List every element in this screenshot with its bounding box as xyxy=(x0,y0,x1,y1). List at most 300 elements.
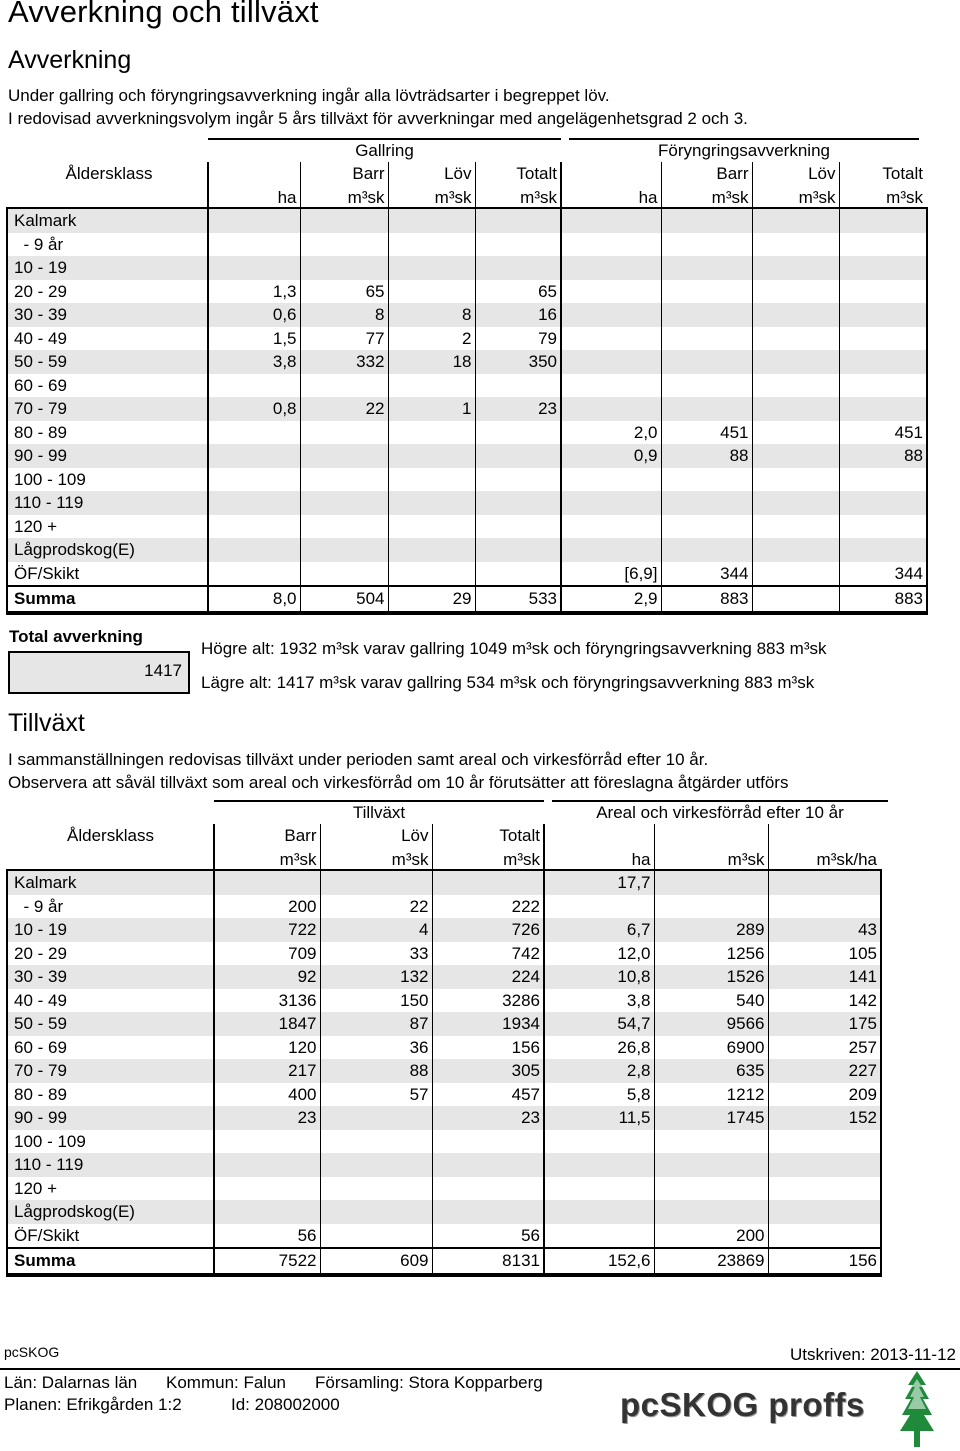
sub-header-tillvaxt: Löv xyxy=(320,824,432,848)
cell-foryngring xyxy=(561,209,661,233)
cell-foryngring xyxy=(839,397,926,421)
cell-gallring xyxy=(388,468,475,492)
cell-tillvaxt: 56 xyxy=(214,1224,320,1249)
row-label: 120 + xyxy=(14,1178,58,1198)
cell-foryngring xyxy=(752,280,839,304)
cell-gallring xyxy=(208,209,300,233)
cell-areal xyxy=(654,1177,768,1201)
cell-tillvaxt: 87 xyxy=(320,1012,432,1036)
table-row xyxy=(8,1083,880,1107)
total-avverkning-label: Total avverkning xyxy=(9,627,143,646)
cell-gallring xyxy=(388,209,475,233)
cell-areal: 6,7 xyxy=(544,918,654,942)
header-row-sub xyxy=(8,824,880,848)
row-label: 80 - 89 xyxy=(14,1084,67,1104)
row-label: 120 + xyxy=(14,516,58,536)
row-label: Lågprodskog(E) xyxy=(8,1200,214,1224)
cell-tillvaxt: 132 xyxy=(320,965,432,989)
row-label: - 9 år xyxy=(14,896,64,916)
table-row xyxy=(8,1012,880,1036)
footer-id: Id: 208002000 xyxy=(231,1395,340,1414)
cell-tillvaxt xyxy=(320,1177,432,1201)
cell-gallring xyxy=(300,444,388,468)
cell-gallring xyxy=(208,444,300,468)
unit-header-tillvaxt: m³sk xyxy=(214,848,320,872)
cell-gallring xyxy=(475,374,561,398)
cell-gallring xyxy=(475,538,561,562)
row-label: Lågprodskog(E) xyxy=(8,538,208,562)
cell-gallring xyxy=(475,562,561,587)
empty-cell xyxy=(654,824,768,848)
row-label: 50 - 59 xyxy=(8,350,208,374)
cell-foryngring xyxy=(561,327,661,351)
cell-foryngring xyxy=(561,303,661,327)
table-row xyxy=(8,918,880,942)
row-label: - 9 år xyxy=(14,234,64,254)
age-class-header: Åldersklass xyxy=(8,162,208,186)
sum-cell-foryngring: 883 xyxy=(661,586,752,612)
cell-foryngring xyxy=(839,468,926,492)
sum-cell-gallring: 533 xyxy=(475,586,561,612)
table-row xyxy=(8,468,926,492)
cell-gallring xyxy=(208,515,300,539)
cell-tillvaxt: 742 xyxy=(432,942,544,966)
cell-foryngring xyxy=(752,327,839,351)
cell-tillvaxt xyxy=(320,1200,432,1224)
cell-foryngring xyxy=(752,515,839,539)
cell-gallring: 79 xyxy=(475,327,561,351)
cell-gallring: 1,5 xyxy=(208,327,300,351)
cell-areal: 54,7 xyxy=(544,1012,654,1036)
row-label: 100 - 109 xyxy=(14,469,86,489)
cell-tillvaxt: 150 xyxy=(320,989,432,1013)
cell-gallring: 350 xyxy=(475,350,561,374)
cell-areal xyxy=(768,1224,880,1249)
table-row xyxy=(8,1224,880,1249)
footer-forsamling: Församling: Stora Kopparberg xyxy=(315,1373,543,1392)
cell-tillvaxt xyxy=(214,1200,320,1224)
cell-tillvaxt: 200 xyxy=(214,895,320,919)
cell-gallring xyxy=(475,468,561,492)
unit-header-gallring: m³sk xyxy=(388,186,475,210)
cell-tillvaxt: 57 xyxy=(320,1083,432,1107)
cell-gallring: 18 xyxy=(388,350,475,374)
table-row xyxy=(8,562,926,587)
cell-tillvaxt: 1934 xyxy=(432,1012,544,1036)
row-label: 40 - 49 xyxy=(14,328,67,348)
cell-areal: 152 xyxy=(768,1106,880,1130)
cell-areal: 289 xyxy=(654,918,768,942)
table-row xyxy=(8,303,926,327)
empty-cell xyxy=(8,186,208,210)
table-row xyxy=(8,374,926,398)
sum-cell-gallring: 504 xyxy=(300,586,388,612)
cell-foryngring xyxy=(561,350,661,374)
unit-header-areal: ha xyxy=(544,848,654,872)
cell-areal: 5,8 xyxy=(544,1083,654,1107)
cell-tillvaxt: 23 xyxy=(432,1106,544,1130)
table-row xyxy=(8,350,926,374)
cell-tillvaxt xyxy=(432,871,544,895)
row-label: 10 - 19 xyxy=(8,256,208,280)
row-label: 50 - 59 xyxy=(8,1012,214,1036)
cell-areal xyxy=(654,1130,768,1154)
cell-tillvaxt: 3286 xyxy=(432,989,544,1013)
unit-header-areal: m³sk/ha xyxy=(768,848,880,872)
cell-tillvaxt: 222 xyxy=(432,895,544,919)
cell-areal: 142 xyxy=(768,989,880,1013)
cell-tillvaxt: 305 xyxy=(432,1059,544,1083)
cell-foryngring xyxy=(839,280,926,304)
cell-areal xyxy=(654,1200,768,1224)
cell-foryngring xyxy=(661,209,752,233)
table-row xyxy=(8,1036,880,1060)
cell-tillvaxt: 88 xyxy=(320,1059,432,1083)
cell-tillvaxt xyxy=(320,1106,432,1130)
sub-header-foryngring: Totalt xyxy=(839,162,926,186)
cell-gallring: 332 xyxy=(300,350,388,374)
cell-areal: 227 xyxy=(768,1059,880,1083)
cell-foryngring xyxy=(561,397,661,421)
cell-areal: 141 xyxy=(768,965,880,989)
cell-gallring xyxy=(300,491,388,515)
cell-tillvaxt: 3136 xyxy=(214,989,320,1013)
cell-areal xyxy=(654,871,768,895)
cell-areal xyxy=(544,1130,654,1154)
cell-tillvaxt: 120 xyxy=(214,1036,320,1060)
cell-areal xyxy=(654,895,768,919)
cell-gallring xyxy=(300,538,388,562)
cell-foryngring: 344 xyxy=(661,562,752,587)
cell-tillvaxt xyxy=(320,1130,432,1154)
cell-gallring xyxy=(208,256,300,280)
cell-tillvaxt: 217 xyxy=(214,1059,320,1083)
pcskog-proffs-logo: pcSKOG proffs xyxy=(620,1386,865,1423)
cell-tillvaxt xyxy=(432,1200,544,1224)
cell-foryngring xyxy=(561,374,661,398)
cell-gallring: 0,6 xyxy=(208,303,300,327)
cell-gallring: 16 xyxy=(475,303,561,327)
cell-gallring xyxy=(475,515,561,539)
cell-tillvaxt xyxy=(432,1177,544,1201)
cell-foryngring xyxy=(752,256,839,280)
age-class-header: Åldersklass xyxy=(8,824,214,848)
cell-foryngring: [6,9] xyxy=(561,562,661,587)
cell-foryngring: 88 xyxy=(839,444,926,468)
cell-foryngring xyxy=(752,491,839,515)
tillvaxt-note-1: I sammanställningen redovisas tillväxt under perioden samt areal och virkesförråd efter 10 år. xyxy=(8,750,709,769)
row-label: 90 - 99 xyxy=(8,444,208,468)
cell-areal: 6900 xyxy=(654,1036,768,1060)
cell-areal: 43 xyxy=(768,918,880,942)
row-label: Kalmark xyxy=(8,209,208,233)
sum-cell-foryngring: 2,9 xyxy=(561,586,661,612)
row-label: 90 - 99 xyxy=(8,1106,214,1130)
cell-foryngring: 88 xyxy=(661,444,752,468)
cell-tillvaxt xyxy=(320,871,432,895)
table-row xyxy=(8,871,880,895)
cell-tillvaxt xyxy=(214,1153,320,1177)
unit-header-tillvaxt: m³sk xyxy=(320,848,432,872)
group-line-tillvaxt xyxy=(214,800,544,802)
cell-areal: 635 xyxy=(654,1059,768,1083)
cell-tillvaxt xyxy=(214,871,320,895)
row-label: 110 - 119 xyxy=(8,491,208,515)
sum-label: Summa xyxy=(8,586,208,612)
cell-gallring xyxy=(208,468,300,492)
unit-header-tillvaxt: m³sk xyxy=(432,848,544,872)
row-label: 70 - 79 xyxy=(8,397,208,421)
cell-tillvaxt: 56 xyxy=(432,1224,544,1249)
sum-cell-areal: 156 xyxy=(768,1248,880,1274)
cell-tillvaxt: 709 xyxy=(214,942,320,966)
table-row xyxy=(8,1177,880,1201)
section-heading-avverkning: Avverkning xyxy=(8,46,132,74)
table-row xyxy=(8,538,926,562)
empty-cell xyxy=(544,824,654,848)
cell-gallring xyxy=(475,491,561,515)
total-avverkning-value: 1417 xyxy=(144,661,182,680)
sub-header-tillvaxt: Barr xyxy=(214,824,320,848)
unit-header-areal: m³sk xyxy=(654,848,768,872)
row-label: Kalmark xyxy=(8,871,214,895)
sub-header-foryngring: Löv xyxy=(752,162,839,186)
cell-gallring xyxy=(208,233,300,257)
footer-kommun: Kommun: Falun xyxy=(166,1373,286,1392)
alt-low-text: Lägre alt: 1417 m³sk varav gallring 534 m³sk och föryngringsavverkning 883 m³sk xyxy=(201,673,815,692)
cell-gallring xyxy=(300,421,388,445)
empty-cell xyxy=(8,848,214,872)
unit-header-foryngring: m³sk xyxy=(752,186,839,210)
cell-tillvaxt: 722 xyxy=(214,918,320,942)
unit-header-gallring: m³sk xyxy=(475,186,561,210)
table-row xyxy=(8,1059,880,1083)
tree-logo-icon xyxy=(898,1369,936,1449)
cell-gallring xyxy=(475,233,561,257)
cell-foryngring xyxy=(839,350,926,374)
footer-divider xyxy=(0,1368,960,1370)
cell-tillvaxt: 22 xyxy=(320,895,432,919)
cell-gallring xyxy=(300,374,388,398)
cell-areal: 105 xyxy=(768,942,880,966)
table-row xyxy=(8,965,880,989)
row-label: 110 - 119 xyxy=(8,1153,214,1177)
row-label: 10 - 19 xyxy=(8,918,214,942)
header-row-sub xyxy=(8,162,926,186)
table-row xyxy=(8,942,880,966)
cell-foryngring xyxy=(752,233,839,257)
sum-cell-foryngring: 883 xyxy=(839,586,926,612)
table-row xyxy=(8,989,880,1013)
sum-cell-foryngring xyxy=(752,586,839,612)
row-label: 40 - 49 xyxy=(14,990,67,1010)
cell-foryngring: 451 xyxy=(661,421,752,445)
table-row xyxy=(8,1106,880,1130)
cell-areal xyxy=(768,1153,880,1177)
row-label: 60 - 69 xyxy=(14,1037,67,1057)
cell-gallring: 2 xyxy=(388,327,475,351)
note-line-1: Under gallring och föryngringsavverkning ingår alla lövträdsarter i begreppet löv. xyxy=(8,86,610,105)
cell-foryngring xyxy=(661,327,752,351)
table-row xyxy=(8,491,926,515)
cell-foryngring xyxy=(661,256,752,280)
row-label: 20 - 29 xyxy=(14,943,67,963)
cell-foryngring xyxy=(839,256,926,280)
cell-areal: 1526 xyxy=(654,965,768,989)
row-label: 60 - 69 xyxy=(14,375,67,395)
cell-gallring xyxy=(208,421,300,445)
cell-areal xyxy=(544,895,654,919)
table-row xyxy=(8,280,926,304)
cell-foryngring xyxy=(839,233,926,257)
cell-tillvaxt xyxy=(320,1224,432,1249)
cell-tillvaxt xyxy=(432,1130,544,1154)
cell-foryngring xyxy=(661,538,752,562)
cell-areal: 257 xyxy=(768,1036,880,1060)
cell-areal: 9566 xyxy=(654,1012,768,1036)
cell-gallring: 8 xyxy=(300,303,388,327)
group-header-gallring: Gallring xyxy=(355,141,414,160)
cell-foryngring xyxy=(839,538,926,562)
cell-foryngring xyxy=(839,515,926,539)
group-header-foryngring: Föryngringsavverkning xyxy=(658,141,830,160)
cell-gallring: 1 xyxy=(388,397,475,421)
footer-app-name: pcSKOG xyxy=(4,1344,60,1360)
cell-gallring xyxy=(388,491,475,515)
sub-header-foryngring: Barr xyxy=(661,162,752,186)
cell-gallring xyxy=(388,280,475,304)
row-label: 80 - 89 xyxy=(14,422,67,442)
table-row xyxy=(8,256,926,280)
group-line-areal xyxy=(552,800,888,802)
cell-foryngring xyxy=(752,444,839,468)
cell-areal: 11,5 xyxy=(544,1106,654,1130)
sum-cell-tillvaxt: 7522 xyxy=(214,1248,320,1274)
table-row xyxy=(8,233,926,257)
footer-printed-date: Utskriven: 2013-11-12 xyxy=(790,1345,956,1364)
table-row xyxy=(8,421,926,445)
cell-foryngring xyxy=(561,515,661,539)
cell-areal: 175 xyxy=(768,1012,880,1036)
table-row xyxy=(8,209,926,233)
cell-areal: 10,8 xyxy=(544,965,654,989)
cell-foryngring: 344 xyxy=(839,562,926,587)
sum-cell-areal: 23869 xyxy=(654,1248,768,1274)
cell-gallring: 77 xyxy=(300,327,388,351)
empty-cell xyxy=(768,824,880,848)
tillvaxt-grid xyxy=(8,824,880,1275)
unit-header-gallring: m³sk xyxy=(300,186,388,210)
cell-gallring xyxy=(388,421,475,445)
sub-header-gallring: Totalt xyxy=(475,162,561,186)
table-row xyxy=(8,397,926,421)
cell-tillvaxt: 4 xyxy=(320,918,432,942)
cell-foryngring xyxy=(661,350,752,374)
cell-gallring xyxy=(475,209,561,233)
cell-foryngring xyxy=(752,421,839,445)
row-label: 70 - 79 xyxy=(8,1059,214,1083)
cell-tillvaxt xyxy=(432,1153,544,1177)
sum-label: Summa xyxy=(8,1248,214,1274)
alt-high-text: Högre alt: 1932 m³sk varav gallring 1049 m³sk och föryngringsavverkning 883 m³sk xyxy=(201,639,827,658)
cell-gallring xyxy=(208,538,300,562)
table-row xyxy=(8,895,880,919)
group-line-gallring xyxy=(208,138,561,140)
cell-tillvaxt: 156 xyxy=(432,1036,544,1060)
unit-header-foryngring: m³sk xyxy=(661,186,752,210)
cell-gallring xyxy=(475,256,561,280)
cell-areal xyxy=(768,1177,880,1201)
cell-foryngring xyxy=(752,538,839,562)
cell-foryngring xyxy=(561,468,661,492)
cell-areal: 1745 xyxy=(654,1106,768,1130)
table-row xyxy=(8,327,926,351)
cell-tillvaxt: 23 xyxy=(214,1106,320,1130)
cell-areal xyxy=(544,1177,654,1201)
cell-gallring xyxy=(388,562,475,587)
cell-foryngring xyxy=(839,303,926,327)
cell-areal: 3,8 xyxy=(544,989,654,1013)
cell-areal xyxy=(654,1153,768,1177)
sub-header-gallring xyxy=(208,162,300,186)
cell-gallring xyxy=(475,421,561,445)
unit-header-foryngring: ha xyxy=(561,186,661,210)
cell-foryngring xyxy=(661,491,752,515)
cell-foryngring xyxy=(561,538,661,562)
row-label: 20 - 29 xyxy=(14,281,67,301)
group-header-areal: Areal och virkesförråd efter 10 år xyxy=(596,803,844,822)
cell-gallring xyxy=(475,444,561,468)
note-line-2: I redovisad avverkningsvolym ingår 5 års tillväxt för avverkningar med angelägenhetsgrad 2 och 3. xyxy=(8,109,748,128)
cell-foryngring xyxy=(839,491,926,515)
cell-areal: 209 xyxy=(768,1083,880,1107)
cell-gallring xyxy=(300,515,388,539)
cell-tillvaxt: 1847 xyxy=(214,1012,320,1036)
tillvaxt-note-2: Observera att såväl tillväxt som areal och virkesförråd om 10 år förutsätter att föreslagna åtgärder utförs xyxy=(8,773,789,792)
sum-cell-gallring: 8,0 xyxy=(208,586,300,612)
cell-foryngring xyxy=(752,397,839,421)
cell-tillvaxt: 726 xyxy=(432,918,544,942)
cell-foryngring xyxy=(561,256,661,280)
cell-gallring xyxy=(388,374,475,398)
cell-areal xyxy=(768,895,880,919)
cell-tillvaxt: 224 xyxy=(432,965,544,989)
cell-gallring: 3,8 xyxy=(208,350,300,374)
cell-gallring xyxy=(388,444,475,468)
cell-foryngring xyxy=(839,209,926,233)
cell-tillvaxt: 36 xyxy=(320,1036,432,1060)
sub-header-gallring: Löv xyxy=(388,162,475,186)
cell-gallring xyxy=(208,491,300,515)
cell-gallring xyxy=(208,374,300,398)
cell-gallring: 65 xyxy=(475,280,561,304)
cell-foryngring xyxy=(561,491,661,515)
group-line-foryngring xyxy=(569,138,919,140)
cell-areal xyxy=(544,1200,654,1224)
cell-foryngring xyxy=(661,303,752,327)
cell-tillvaxt: 400 xyxy=(214,1083,320,1107)
cell-areal: 12,0 xyxy=(544,942,654,966)
row-label: ÖF/Skikt xyxy=(14,1225,80,1245)
page-title: Avverkning och tillväxt xyxy=(8,0,319,29)
unit-header-foryngring: m³sk xyxy=(839,186,926,210)
avverkning-grid xyxy=(8,162,926,613)
cell-gallring xyxy=(388,256,475,280)
cell-areal xyxy=(768,1130,880,1154)
sum-cell-gallring: 29 xyxy=(388,586,475,612)
sub-header-tillvaxt: Totalt xyxy=(432,824,544,848)
sum-cell-areal: 152,6 xyxy=(544,1248,654,1274)
